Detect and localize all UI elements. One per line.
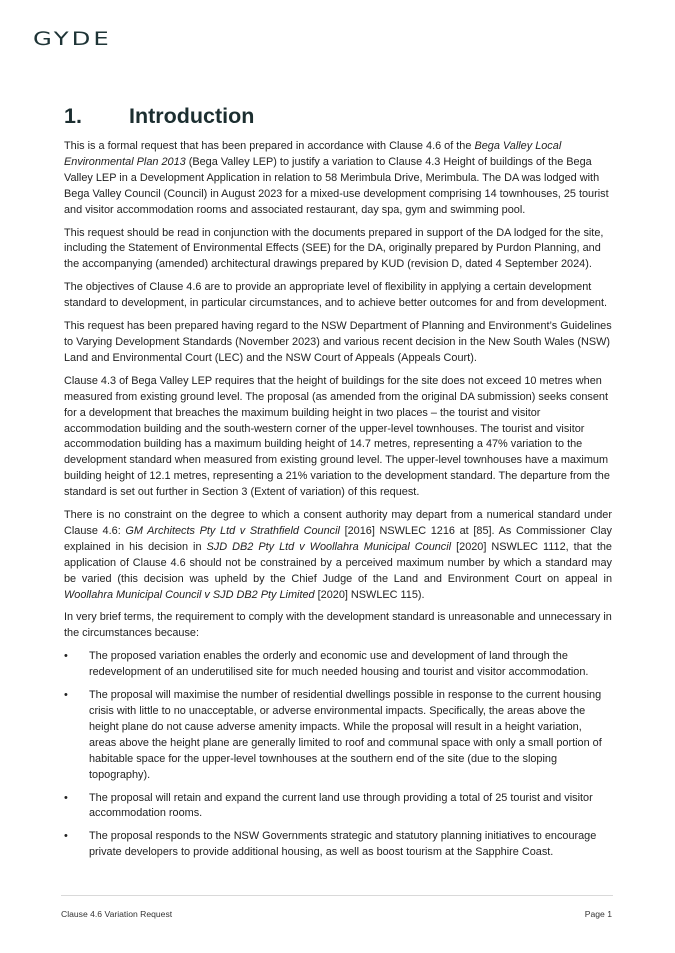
list-item-text: The proposed variation enables the orderly and economic use and development of land through the redevelopment of an underutilised site for much needed housing and tourist and visitor accommodation. [89, 650, 589, 679]
text-run: [2020] NSWLEC 115). [314, 588, 425, 601]
list-item-text: The proposal responds to the NSW Governments strategic and statutory planning initiatives to encourage private developers to provide additional housing, as well as boost tourism at the Sapphire Coast. [89, 830, 597, 859]
section-heading [64, 102, 254, 130]
gyde-logo: GYDE [33, 28, 112, 50]
text-run: (Bega Valley LEP) to justify a variation to Clause 4.3 Height of buildings of the Bega Valley LEP in a Development Application in relation to 58 Merimbula Drive, Merimbula. The DA was lodged with Bega Valley Council (Council) in August 2023 for a mixed-use development comprising 14 townhouses, 25 tourist and visitor accommodation rooms and associated restaurant, day spa, gym and swimming pool. [64, 155, 609, 216]
section-title: Introduction [129, 104, 255, 128]
plan-title: Bega Valley Local Environmental Plan 2013 [64, 140, 562, 168]
bullet-icon: • [64, 791, 68, 804]
list-item-text: The proposal will maximise the number of residential dwellings possible in response to the current housing crisis with little to no unacceptable, or adverse environmental impacts. Specifically, the areas above the height plane do not cause adverse amenity impacts. While the proposal will result in a height variation, areas above the height plane are generally limited to roof and communal space with only a small portion of habitable space for the upper-level townhouses at the southern end of the site (due to the sloping topography). [89, 689, 602, 781]
paragraph-brief-terms: In very brief terms, the requirement to comply with the development standard is unreasonable and unnecessary in the circumstances because: [64, 611, 612, 640]
bullet-icon: • [64, 689, 68, 702]
text-run: [2020] NSWLEC 1112, that the application of Clause 4.6 should not be constrained by a perceived maximum number by which a standard may be varied (this decision was upheld by the Chief Judge of the Land and Environment Court on appeal in [64, 540, 612, 585]
list-item [64, 829, 612, 861]
text-run: This is a formal request that has been prepared in accordance with Clause 4.6 of the [64, 140, 475, 152]
case-citation: Woollahra Municipal Council v SJD DB2 Pty Limited [64, 588, 315, 601]
list-item-text: The proposal will retain and expand the current land use through providing a total of 25 tourist and visitor accommodation rooms. [89, 791, 593, 820]
paragraph-objectives: The objectives of Clause 4.6 are to provide an appropriate level of flexibility in applying a certain development standard to development, in particular circumstances, and to achieve better outcomes for and from development. [64, 281, 608, 310]
list-item [64, 791, 612, 823]
case-citation: GM Architects Pty Ltd v Strathfield Council [125, 524, 340, 537]
text-run: There is no constraint on the degree to which a consent authority may depart from a numerical standard under Clause 4.6: [64, 509, 612, 537]
paragraph-read-in-conjunction: This request should be read in conjunction with the documents prepared in support of the DA lodged for the site, including the Statement of Environmental Effects (SEE) for the DA, originally prepared by Purdon Planning, and the accompanying (amended) architectural drawings prepared by KUD (revision D, dated 4 September 2024). [64, 226, 604, 271]
bullet-icon: • [64, 830, 68, 843]
document-body [64, 139, 612, 868]
case-citation: SJD DB2 Pty Ltd v Woollahra Municipal Council [206, 540, 452, 553]
footer-page-number: Page 1 [584, 909, 612, 919]
list-item [64, 688, 612, 783]
text-run: [2016] NSWLEC 1216 at [85]. As Commissioner Clay explained in his decision in [64, 524, 612, 553]
paragraph-height-clause: Clause 4.3 of Bega Valley LEP requires that the height of buildings for the site does not exceed 10 metres when measured from existing ground level. The proposal (as amended from the original DA submission) seeks consent for a development that breaches the maximum building height in two places – the tourist and visitor accommodation building and the south-western corner of the upper-level townhouses. The tourist and visitor accommodation building has a maximum building height of 14.7 metres, representing a 47% variation to the development standard when measured from existing ground level. The upper-level townhouses have a maximum building height of 12.1 metres, representing a 21% variation to the development standard. The departure from the standard is set out further in Section 3 (Extent of variation) of this request. [64, 374, 610, 499]
paragraph-guidelines: This request has been prepared having regard to the NSW Department of Planning and Environment’s Guidelines to Varying Development Standards (November 2023) and various recent decision in the New South Wales (NSW) Land and Environmental Court (LEC) and the NSW Court of Appeals (Appeals Court). [64, 320, 612, 364]
paragraph-intro [64, 139, 612, 219]
reasons-list [64, 649, 612, 861]
footer-divider [61, 895, 613, 896]
paragraph-case-law [64, 508, 612, 603]
list-item [64, 649, 612, 681]
bullet-icon: • [64, 650, 68, 663]
section-number: 1. [64, 104, 82, 128]
footer-document-title: Clause 4.6 Variation Request [61, 909, 173, 919]
